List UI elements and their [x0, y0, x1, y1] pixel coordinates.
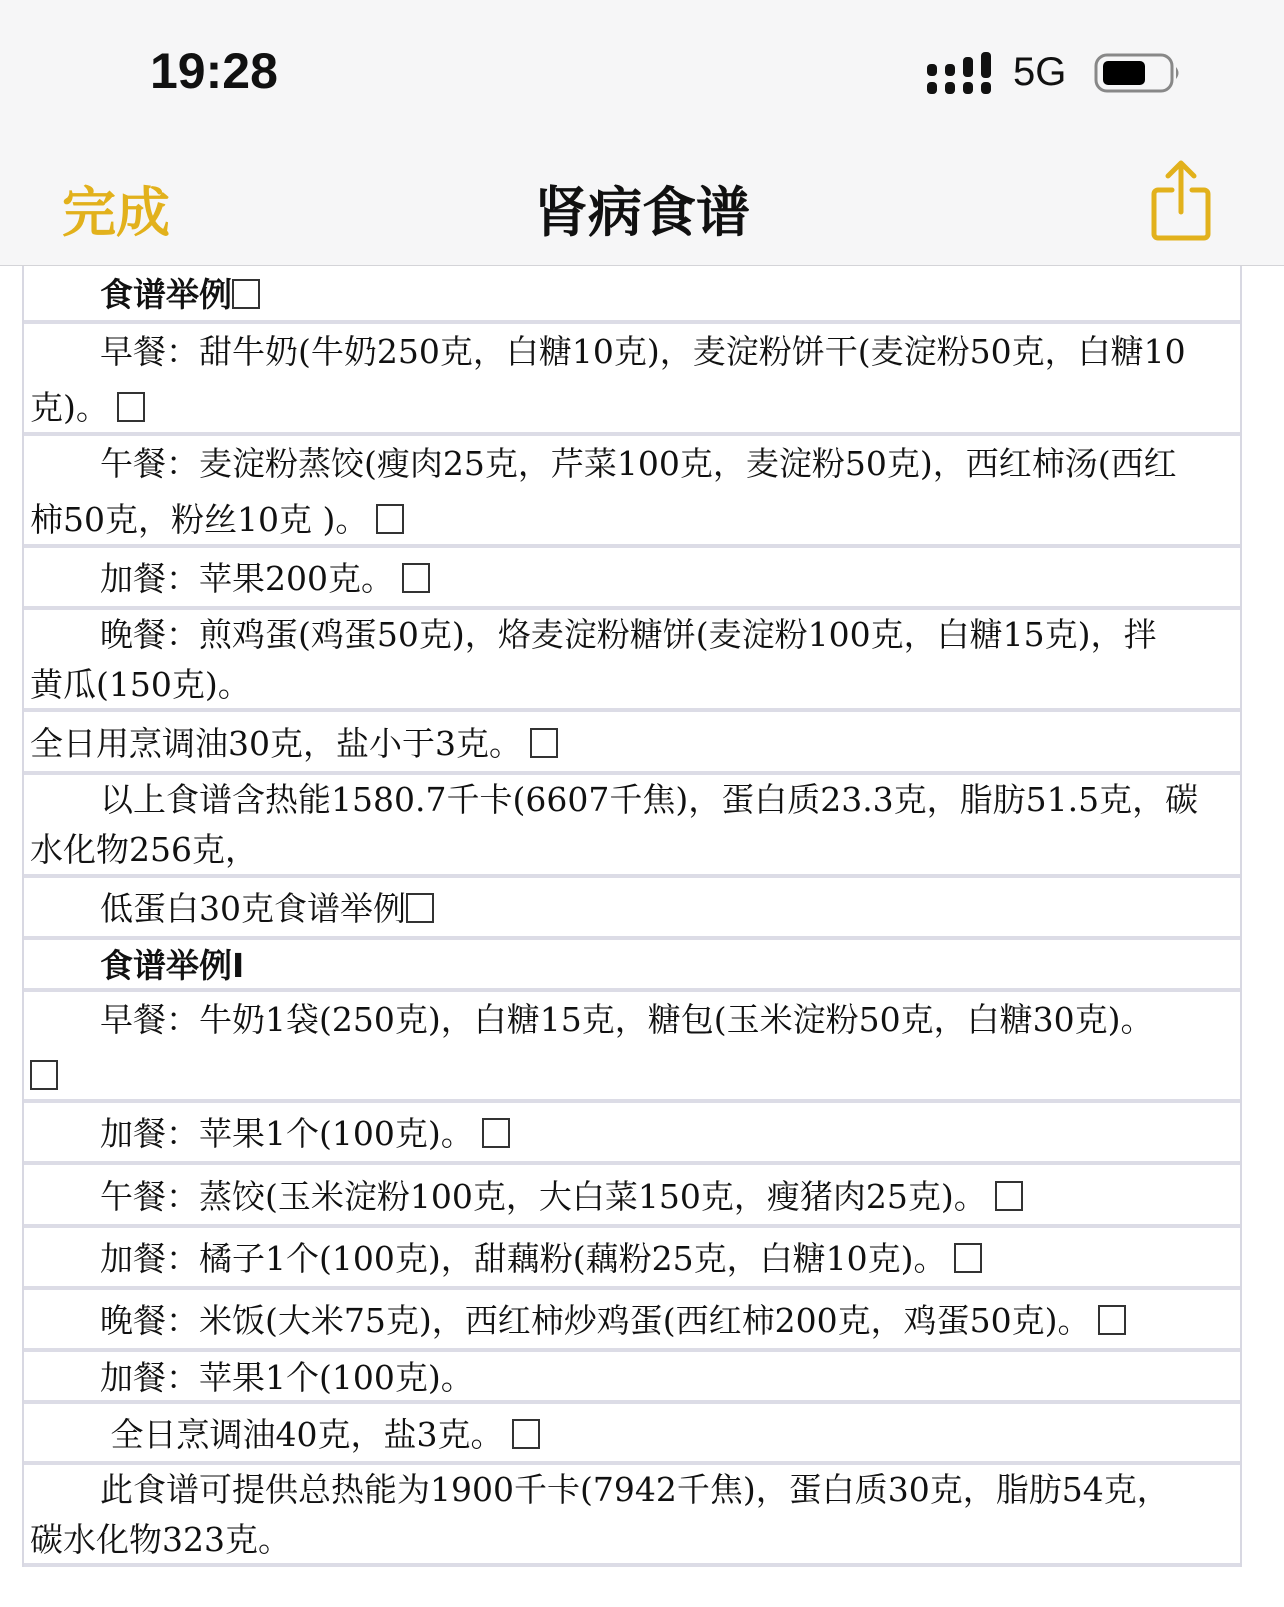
- row-text-cont: 黄瓜(150克)。: [30, 665, 251, 704]
- signal-bars-icon: [925, 52, 995, 96]
- checkbox[interactable]: [376, 504, 404, 534]
- checkbox[interactable]: [30, 1060, 58, 1090]
- checkbox[interactable]: [1098, 1305, 1126, 1335]
- row-text: 食谱举例: [100, 275, 232, 314]
- checkbox[interactable]: [402, 563, 430, 593]
- table-row: [24, 436, 1240, 548]
- checkbox[interactable]: [512, 1419, 540, 1449]
- table-row: [24, 1228, 1240, 1290]
- page-title: 肾病食谱: [534, 181, 750, 244]
- row-text-cont: 水化物256克，: [30, 830, 258, 869]
- status-time: 19:28: [150, 43, 278, 99]
- table-row: [24, 324, 1240, 436]
- checkbox[interactable]: [954, 1243, 982, 1273]
- row-text: 以上食谱含热能1580.7千卡(6607千焦)，蛋白质23.3克，脂肪51.5克，碳: [100, 780, 1199, 819]
- share-icon[interactable]: [1148, 158, 1218, 244]
- table-row: [24, 610, 1240, 712]
- row-text: 全日烹调油40克，盐3克。: [100, 1415, 504, 1454]
- row-text: 午餐：蒸饺(玉米淀粉100克，大白菜150克，瘦猪肉25克)。: [100, 1177, 987, 1216]
- row-text: 早餐：甜牛奶(牛奶250克，白糖10克)，麦淀粉饼干(麦淀粉50克，白糖10: [100, 332, 1186, 371]
- table-row: [24, 1404, 1240, 1465]
- checkbox[interactable]: [482, 1118, 510, 1148]
- table-row: [24, 992, 1240, 1103]
- row-text: 加餐：橘子1个(100克)，甜藕粉(藕粉25克，白糖10克)。: [100, 1239, 947, 1278]
- checkbox[interactable]: [530, 728, 558, 758]
- top-bar: [0, 0, 1284, 266]
- row-text-cont: 克)。: [30, 388, 109, 427]
- table-row: [24, 266, 1240, 324]
- table-row: [24, 940, 1240, 992]
- row-text: 早餐：牛奶1袋(250克)，白糖15克，糖包(玉米淀粉50克，白糖30克)。: [100, 1000, 1154, 1039]
- done-button[interactable]: 完成: [62, 181, 170, 244]
- row-text: 加餐：苹果200克。: [100, 559, 394, 598]
- table-row: [24, 1165, 1240, 1228]
- checkbox[interactable]: [995, 1181, 1023, 1211]
- row-text: 加餐：苹果1个(100克)。: [100, 1358, 474, 1397]
- checkbox[interactable]: [232, 279, 260, 309]
- row-text: 晚餐：米饭(大米75克)，西红柿炒鸡蛋(西红柿200克，鸡蛋50克)。: [100, 1301, 1091, 1340]
- table-row: [24, 1290, 1240, 1352]
- row-text-cont: 碳水化物323克。: [30, 1520, 291, 1559]
- recipe-table: [22, 266, 1242, 1567]
- row-text: 食谱举例I: [100, 946, 245, 985]
- battery-icon: [1094, 53, 1182, 93]
- table-row: [24, 548, 1240, 610]
- checkbox[interactable]: [117, 392, 145, 422]
- table-row: [24, 775, 1240, 878]
- table-row: [24, 1103, 1240, 1165]
- row-text: 低蛋白30克食谱举例: [100, 889, 406, 928]
- table-row: [24, 878, 1240, 940]
- table-row: [24, 1352, 1240, 1404]
- row-text: 全日用烹调油30克，盐小于3克。: [30, 724, 522, 763]
- checkbox[interactable]: [406, 893, 434, 923]
- network-type: 5G: [1013, 50, 1067, 94]
- table-row: [24, 712, 1240, 775]
- row-text: 晚餐：煎鸡蛋(鸡蛋50克)，烙麦淀粉糖饼(麦淀粉100克，白糖15克)，拌: [100, 615, 1157, 654]
- table-row: [24, 1465, 1240, 1567]
- row-text-cont: 柿50克，粉丝10克 )。: [30, 500, 369, 539]
- row-text: 午餐：麦淀粉蒸饺(瘦肉25克，芹菜100克，麦淀粉50克)，西红柿汤(西红: [100, 444, 1177, 483]
- row-text: 此食谱可提供总热能为1900千卡(7942千焦)，蛋白质30克，脂肪54克，: [100, 1470, 1170, 1509]
- row-text: 加餐：苹果1个(100克)。: [100, 1114, 474, 1153]
